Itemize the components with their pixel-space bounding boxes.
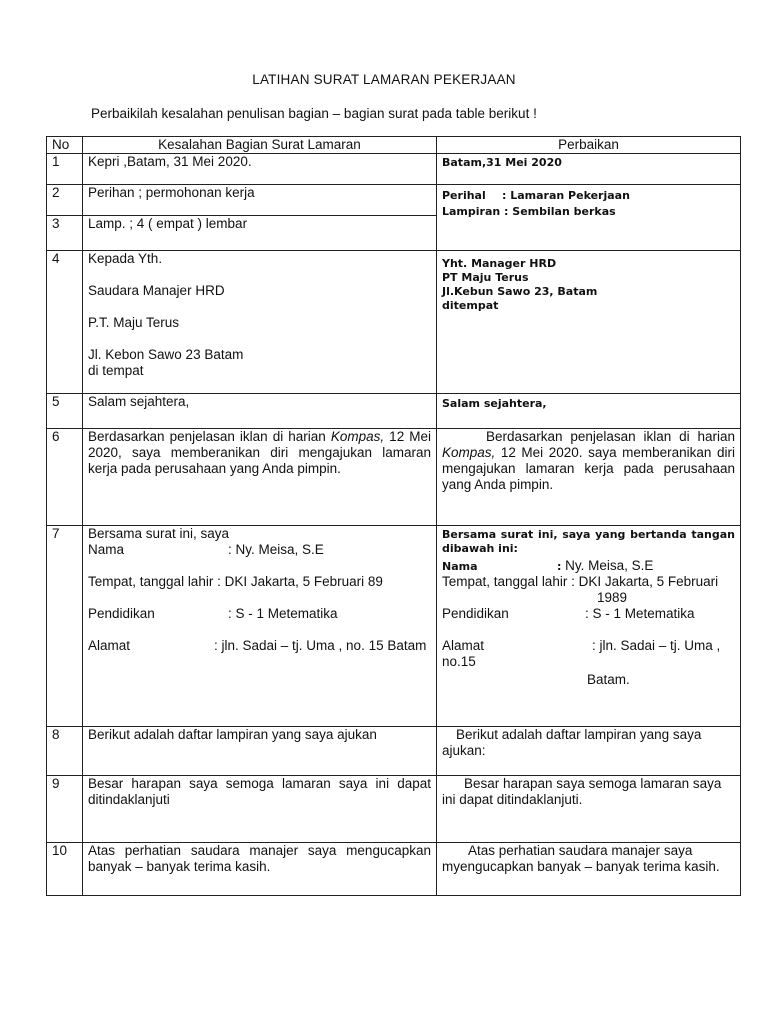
fix-text: Batam,31 Mei 2020 bbox=[442, 156, 562, 169]
fix-text: Berdasarkan penjelasan iklan di harian bbox=[486, 429, 735, 444]
wrong-cell: Berikut adalah daftar lampiran yang saya ajukan bbox=[83, 727, 437, 776]
fix-cell bbox=[437, 526, 741, 727]
fix-line: ditempat bbox=[442, 299, 499, 312]
wrong-text: Berdasarkan penjelasan iklan di harian bbox=[88, 429, 331, 444]
fix-pend-value: : S - 1 Metematika bbox=[585, 606, 695, 621]
fix-line: Yht. Manager HRD bbox=[442, 257, 557, 270]
wrong-alamat-label: Alamat bbox=[88, 638, 131, 653]
row-number: 7 bbox=[47, 526, 83, 727]
fix-line: Tempat, tanggal lahir : DKI Jakarta, 5 Februari bbox=[442, 574, 719, 589]
wrong-text: 12 Mei 2020, saya memberanikan diri mengajukan lamaran kerja pada perusahaan yang Anda pimpin. bbox=[88, 429, 431, 476]
correction-table bbox=[46, 136, 741, 896]
fix-cell bbox=[437, 185, 741, 251]
fix-perihal-line bbox=[442, 189, 735, 203]
fix-line: PT Maju Terus bbox=[442, 271, 529, 284]
fix-cell bbox=[437, 394, 741, 429]
wrong-alamat-line bbox=[88, 638, 431, 654]
table-row bbox=[47, 727, 741, 776]
wrong-line: Saudara Manajer HRD bbox=[88, 283, 225, 298]
table-row bbox=[47, 154, 741, 185]
table-row bbox=[47, 843, 741, 896]
fix-nama-line bbox=[442, 558, 735, 574]
wrong-cell: Salam sejahtera, bbox=[83, 394, 437, 429]
fix-line: 1989 bbox=[597, 590, 628, 605]
fix-pend-label: Pendidikan bbox=[442, 606, 509, 621]
fix-italic: Kompas, bbox=[442, 445, 496, 460]
fix-lampiran-line: Lampiran : Sembilan berkas bbox=[442, 205, 616, 218]
fix-cell bbox=[437, 429, 741, 526]
wrong-pend-value: : S - 1 Metematika bbox=[228, 606, 338, 621]
wrong-cell: Atas perhatian saudara manajer saya mengucapkan banyak – banyak terima kasih. bbox=[83, 843, 437, 896]
wrong-cell bbox=[83, 251, 437, 394]
fix-nama-value: Ny. Meisa, S.E bbox=[561, 558, 654, 573]
wrong-italic: Kompas, bbox=[330, 429, 385, 444]
wrong-cell bbox=[83, 526, 437, 727]
fix-text: Salam sejahtera, bbox=[442, 397, 547, 410]
wrong-cell: Besar harapan saya semoga lamaran saya ini dapat ditindaklanjuti bbox=[83, 776, 437, 843]
header-no: No bbox=[47, 137, 83, 154]
row-number: 9 bbox=[47, 776, 83, 843]
fix-cell: Besar harapan saya semoga lamaran saya ini dapat ditindaklanjuti. bbox=[437, 776, 741, 843]
fix-alamat-line bbox=[442, 638, 735, 654]
fix-intro: Bersama surat ini, saya yang bertanda tangan dibawah ini: bbox=[442, 528, 735, 555]
row-number: 3 bbox=[47, 216, 83, 251]
wrong-cell: Perihan ; permohonan kerja bbox=[83, 185, 437, 216]
wrong-line: Bersama surat ini, saya bbox=[88, 526, 230, 541]
fix-alamat-value: : jln. Sadai – tj. Uma , bbox=[592, 638, 721, 653]
wrong-line: P.T. Maju Terus bbox=[88, 315, 180, 330]
fix-line: no.15 bbox=[442, 654, 476, 669]
wrong-pend-label: Pendidikan bbox=[88, 606, 155, 621]
wrong-cell: Lamp. ; 4 ( empat ) lembar bbox=[83, 216, 437, 251]
fix-line: Jl.Kebun Sawo 23, Batam bbox=[442, 285, 598, 298]
wrong-alamat-value: : jln. Sadai – tj. Uma , no. 15 Batam bbox=[214, 638, 427, 653]
wrong-line: Kepada Yth. bbox=[88, 251, 163, 266]
fix-nama-label: Nama bbox=[442, 560, 478, 573]
page-title: LATIHAN SURAT LAMARAN PEKERJAAN bbox=[252, 72, 516, 87]
fix-alamat-label: Alamat bbox=[442, 638, 485, 653]
fix-line: Batam. bbox=[587, 672, 630, 687]
table-row bbox=[47, 251, 741, 394]
instruction-text: Perbaikilah kesalahan penulisan bagian – bagian surat pada table berikut ! bbox=[91, 106, 537, 121]
table-row bbox=[47, 526, 741, 727]
row-number: 8 bbox=[47, 727, 83, 776]
fix-cell: Atas perhatian saudara manajer saya myengucapkan banyak – banyak terima kasih. bbox=[437, 843, 741, 896]
fix-nama-colon: : bbox=[557, 560, 562, 573]
fix-perihal-value: : Lamaran Pekerjaan bbox=[502, 189, 630, 202]
header-kesalahan: Kesalahan Bagian Surat Lamaran bbox=[83, 137, 437, 154]
header-perbaikan: Perbaikan bbox=[437, 137, 741, 154]
wrong-nama-label: Nama bbox=[88, 542, 125, 557]
fix-pend-line bbox=[442, 606, 735, 622]
wrong-line: Jl. Kebon Sawo 23 Batam bbox=[88, 347, 244, 362]
wrong-pend-line bbox=[88, 606, 431, 622]
table-row bbox=[47, 429, 741, 526]
wrong-cell: Kepri ,Batam, 31 Mei 2020. bbox=[83, 154, 437, 185]
wrong-line: di tempat bbox=[88, 363, 144, 378]
row-number: 2 bbox=[47, 185, 83, 216]
row-number: 6 bbox=[47, 429, 83, 526]
row-number: 1 bbox=[47, 154, 83, 185]
wrong-nama-value: : Ny. Meisa, S.E bbox=[228, 542, 324, 557]
table-header-row bbox=[47, 137, 741, 154]
table-row bbox=[47, 776, 741, 843]
fix-perihal-label: Perihal bbox=[442, 189, 486, 202]
fix-cell bbox=[437, 251, 741, 394]
fix-cell bbox=[437, 154, 741, 185]
row-number: 5 bbox=[47, 394, 83, 429]
fix-text: 12 Mei 2020. saya memberanikan diri mengajukan lamaran kerja pada perusahaan yang Anda pimpin. bbox=[442, 445, 735, 492]
wrong-line: Tempat, tanggal lahir : DKI Jakarta, 5 Februari 89 bbox=[88, 574, 383, 589]
wrong-cell bbox=[83, 429, 437, 526]
row-number: 4 bbox=[47, 251, 83, 394]
wrong-nama-line bbox=[88, 542, 431, 558]
table-row bbox=[47, 394, 741, 429]
row-number: 10 bbox=[47, 843, 83, 896]
table-row bbox=[47, 185, 741, 216]
fix-cell: Berikut adalah daftar lampiran yang saya ajukan: bbox=[437, 727, 741, 776]
